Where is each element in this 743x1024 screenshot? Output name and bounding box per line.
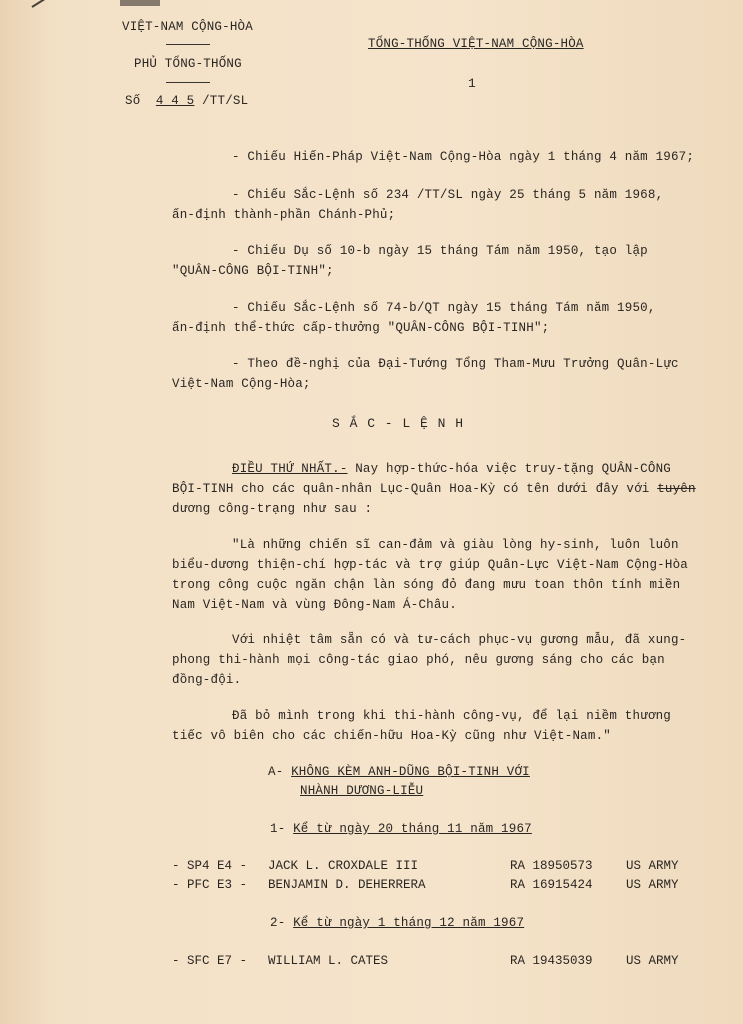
header-title: TỔNG-THỐNG VIỆT-NAM CỘNG-HÒA [368,37,584,51]
article-label: ĐIỀU THỨ NHẤT.- [232,462,348,476]
article-one-line [172,482,696,496]
row-rank: - SP4 E4 - [172,859,248,873]
citation-line: trong công cuộc ngăn chận làn sóng đỏ đang mưu toan thôn tính miền [172,578,681,592]
row-serial: RA 19435039 [510,954,593,968]
decree-title: S Ắ C - L Ệ N H [332,416,465,431]
group-prefix: 2- [270,916,286,930]
row-name: JACK L. CROXDALE III [268,859,419,873]
row-unit: US ARMY [626,954,679,968]
preamble-line: - Chiếu Sắc-Lệnh số 234 /TT/SL ngày 25 tháng 5 năm 1968, [232,188,664,202]
row-serial: RA 18950573 [510,859,593,873]
header-divider [166,82,210,83]
group-heading [270,916,524,930]
citation-line: Với nhiệt tâm sẵn có và tư-cách phục-vụ gương mẫu, đã xung- [232,633,687,647]
header-divider [166,44,210,45]
article-one-line: dương công-trạng như sau : [172,502,373,516]
group-prefix: 1- [270,822,286,836]
article-text: Nay hợp-thức-hóa việc truy-tặng QUÂN-CÔNG [355,462,671,476]
preamble-line: "QUÂN-CÔNG BỘI-TINH"; [172,264,334,278]
citation-line: Đã bỏ mình trong khi thi-hành công-vụ, để lại niềm thương [232,709,671,723]
citation-line: đồng-đội. [172,673,242,687]
row-rank: - PFC E3 - [172,878,248,892]
citation-line: Nam Việt-Nam và vùng Đông-Nam Á-Châu. [172,598,457,612]
section-a-heading [268,765,530,779]
header-office: PHỦ TỔNG-THỐNG [134,57,242,71]
preamble-line: - Theo đề-nghị của Đại-Tướng Tổng Tham-Mưu Trưởng Quân-Lực [232,357,679,371]
struck-word: tuyên [657,482,696,496]
citation-line: "Là những chiến sĩ can-đảm và giàu lòng hy-sinh, luôn luôn [232,538,679,552]
citation-line: phong thi-hành mọi công-tác giao phó, nêu gương sáng cho các bạn [172,653,665,667]
preamble-line: ấn-định thành-phần Chánh-Phủ; [172,208,396,222]
row-unit: US ARMY [626,859,679,873]
section-a-prefix: A- [268,765,284,779]
row-rank: - SFC E7 - [172,954,248,968]
article-text: BỘI-TINH cho các quân-nhân Lục-Quân Hoa-Kỳ có tên dưới đây với [172,482,650,496]
ink-smudge [120,0,160,6]
decree-number-prefix: Số [125,94,141,108]
citation-line: biểu-dương thiện-chí hợp-tác và trợ giúp Quân-Lực Việt-Nam Cộng-Hòa [172,558,688,572]
header-country: VIỆT-NAM CỘNG-HÒA [122,20,253,34]
pen-mark [31,0,68,8]
section-a-title: KHÔNG KÈM ANH-DŨNG BỘI-TINH VỚI [291,765,530,779]
group-date: Kể từ ngày 1 tháng 12 năm 1967 [293,916,525,930]
group-heading [270,822,532,836]
row-serial: RA 16915424 [510,878,593,892]
preamble-line: - Chiếu Dụ số 10-b ngày 15 tháng Tám năm 1950, tạo lập [232,244,648,258]
preamble-line: Việt-Nam Cộng-Hòa; [172,377,311,391]
group-date: Kể từ ngày 20 tháng 11 năm 1967 [293,822,532,836]
preamble-line: - Chiếu Hiến-Pháp Việt-Nam Cộng-Hòa ngày 1 tháng 4 năm 1967; [232,150,695,164]
preamble-line: - Chiếu Sắc-Lệnh số 74-b/QT ngày 15 tháng Tám năm 1950, [232,301,656,315]
citation-line: tiếc vô biên cho các chiến-hữu Hoa-Kỳ cũng như Việt-Nam." [172,729,611,743]
preamble-line: ấn-định thể-thức cấp-thưởng "QUÂN-CÔNG BỘI-TINH"; [172,321,550,335]
decree-number-value: 4 4 5 [155,94,195,108]
page-number: 1 [468,76,477,91]
article-one-line [232,462,671,476]
decree-number [125,94,248,108]
decree-number-suffix: /TT/SL [202,94,249,108]
section-a-subtitle: NHÀNH DƯƠNG-LIỄU [300,784,424,798]
row-unit: US ARMY [626,878,679,892]
row-name: BENJAMIN D. DEHERRERA [268,878,426,892]
row-name: WILLIAM L. CATES [268,954,389,968]
